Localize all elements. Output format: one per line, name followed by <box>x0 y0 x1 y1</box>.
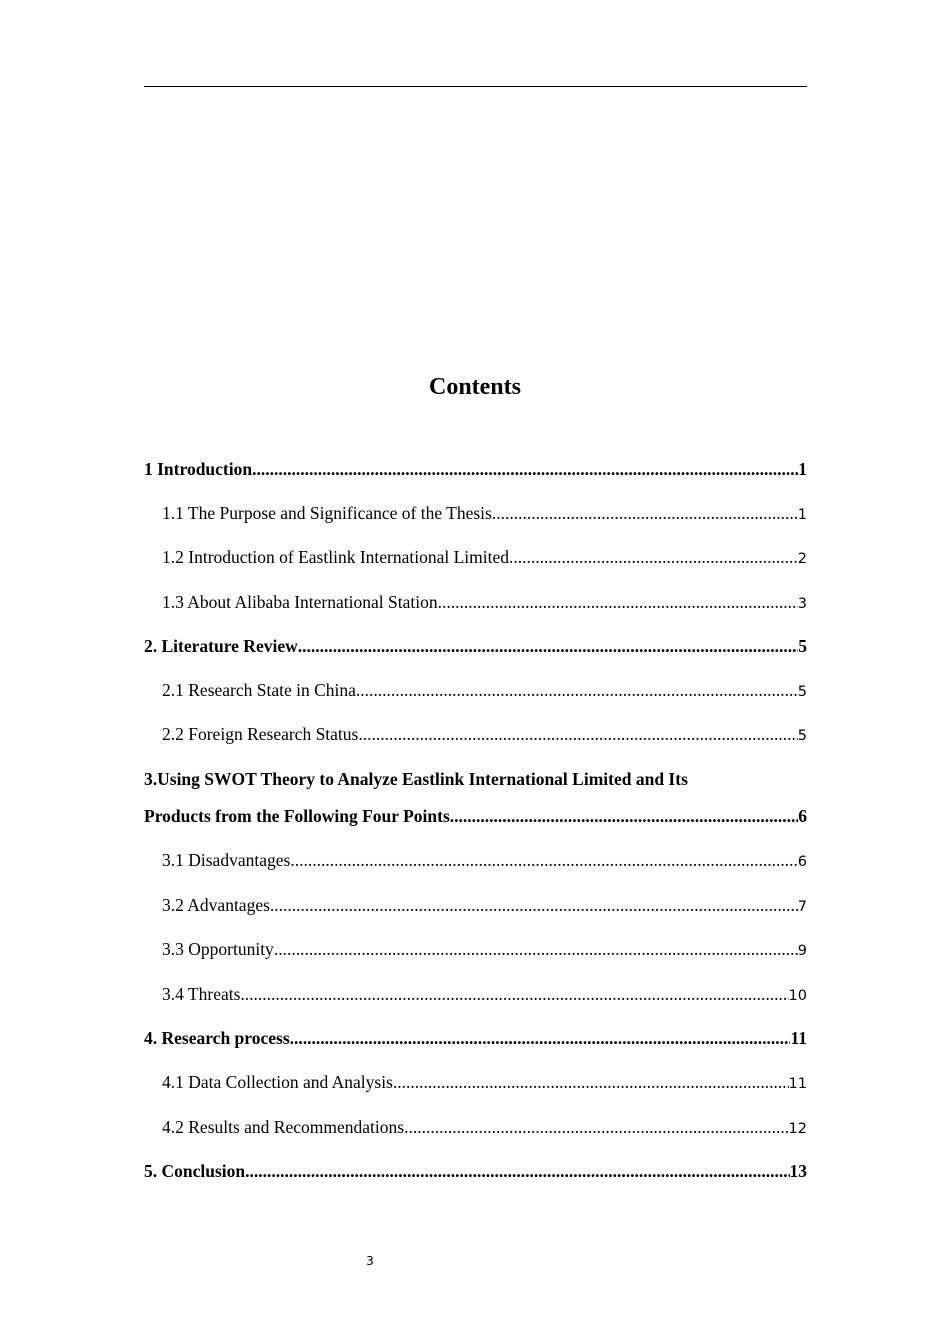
toc-leader-dots <box>492 502 798 524</box>
toc-entry-page: 7 <box>797 899 807 915</box>
toc-entry-page: 11 <box>790 1028 807 1048</box>
toc-entry[interactable] <box>144 938 807 962</box>
contents-title: Contents <box>428 374 521 400</box>
header-rule <box>144 86 807 87</box>
toc-entry[interactable] <box>144 502 807 526</box>
toc-entry[interactable] <box>144 723 807 747</box>
toc-entry-label: 4.2 Results and Recommendations <box>162 1117 405 1137</box>
toc-entry-label: 3.4 Threats <box>162 984 241 1004</box>
toc-leader-dots <box>290 849 797 871</box>
toc-leader-dots <box>270 894 798 916</box>
toc-entry-label: 1.1 The Purpose and Significance of the Thesis <box>162 503 492 523</box>
toc-leader-dots <box>245 1160 789 1182</box>
toc-entry-page: 2 <box>797 551 807 567</box>
toc-entry-page: 5 <box>798 636 807 656</box>
toc-entry-page: 10 <box>788 988 807 1004</box>
toc-leader-dots <box>358 723 797 745</box>
toc-entry-page: 1 <box>797 507 807 523</box>
toc-entry[interactable] <box>144 805 807 827</box>
toc-entry-page: 13 <box>789 1161 807 1181</box>
toc-entry-label: 2. Literature Review <box>144 636 298 656</box>
toc-entry[interactable] <box>144 679 807 703</box>
toc-entry-label: 4.1 Data Collection and Analysis <box>162 1072 393 1092</box>
toc-leader-dots <box>290 1027 791 1049</box>
toc-entry-label: 4. Research process <box>144 1028 290 1048</box>
toc-entry-page: 6 <box>797 854 807 870</box>
toc-entry-label: 1.3 About Alibaba International Station <box>162 592 438 612</box>
toc-entry-label: 2.1 Research State in China <box>162 680 356 700</box>
toc-entry-label: 5. Conclusion <box>144 1161 246 1181</box>
toc-entry-page: 5 <box>797 728 807 744</box>
toc-leader-dots <box>438 591 798 613</box>
toc-entry[interactable] <box>144 1071 807 1095</box>
toc-leader-dots <box>252 458 798 480</box>
toc-entry-page: 12 <box>788 1121 807 1137</box>
page-number: 3 <box>366 1254 374 1268</box>
toc-leader-dots <box>450 805 798 827</box>
toc-leader-dots <box>298 635 799 657</box>
toc-entry-page: 3 <box>797 596 807 612</box>
toc-leader-dots <box>240 983 788 1005</box>
toc-entry-label-line1[interactable]: 3.Using SWOT Theory to Analyze Eastlink International Limited and Its <box>144 769 688 789</box>
toc-entry[interactable] <box>144 546 807 570</box>
toc-leader-dots <box>404 1116 788 1138</box>
toc-entry-label: 3.2 Advantages <box>162 895 270 915</box>
toc-entry[interactable] <box>144 1160 807 1182</box>
toc-entry[interactable] <box>144 894 807 918</box>
toc-entry[interactable] <box>144 849 807 873</box>
toc-entry[interactable] <box>144 635 807 657</box>
toc-entry[interactable] <box>144 1116 807 1140</box>
toc-entry-page: 5 <box>797 684 807 700</box>
toc-leader-dots <box>393 1071 789 1093</box>
toc-entry[interactable] <box>144 458 807 480</box>
toc-entry-label: 1.2 Introduction of Eastlink International Limited <box>162 547 510 567</box>
toc-entry-page: 1 <box>798 459 807 479</box>
toc-leader-dots <box>356 679 798 701</box>
toc-entry-label: Products from the Following Four Points <box>144 806 450 826</box>
toc-leader-dots <box>274 938 798 960</box>
toc-entry-label: 3.3 Opportunity <box>162 939 274 959</box>
toc-entry[interactable] <box>144 591 807 615</box>
toc-entry-page: 11 <box>788 1076 807 1092</box>
toc-entry-label: 3.1 Disadvantages <box>162 850 291 870</box>
toc-entry-label: 1 Introduction <box>144 459 253 479</box>
toc-entry[interactable] <box>144 983 807 1007</box>
toc-entry-page: 9 <box>797 943 807 959</box>
toc-leader-dots <box>509 546 798 568</box>
toc-entry[interactable] <box>144 1027 807 1049</box>
toc-entry-page: 6 <box>798 806 807 826</box>
toc-entry-label: 2.2 Foreign Research Status <box>162 724 359 744</box>
